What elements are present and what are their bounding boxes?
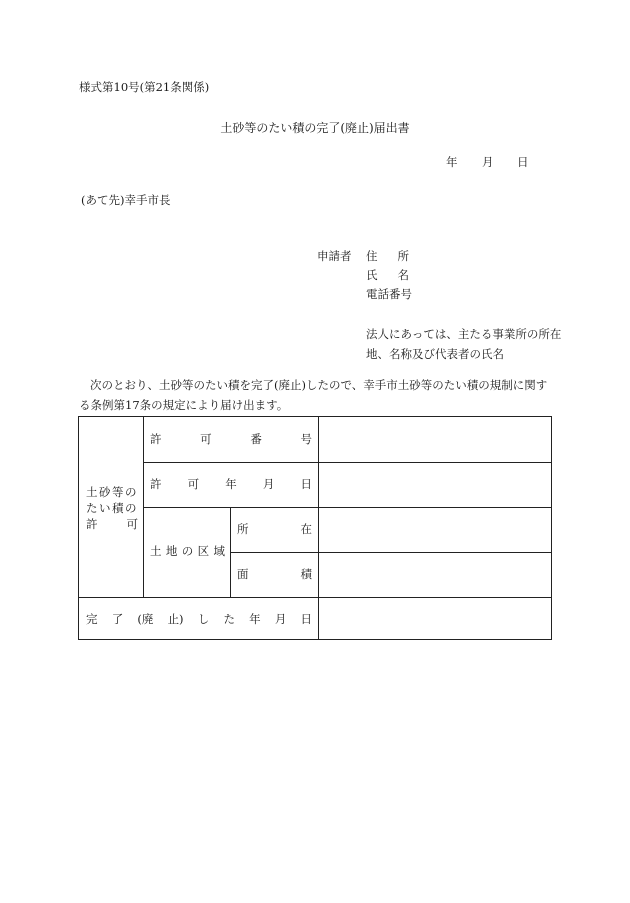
area-value[interactable] [319, 553, 551, 597]
group-label-text: 土砂等の [86, 485, 138, 499]
permit-date-value[interactable] [319, 463, 551, 507]
applicant-name-label [366, 270, 409, 282]
label-char: し [197, 612, 210, 626]
addressee: (あて先)幸手市長 [81, 193, 171, 207]
address-char-2: 所 [397, 249, 409, 263]
label-char: 年 [225, 477, 237, 491]
name-char-2: 名 [397, 268, 409, 282]
address-char-1: 住 [366, 249, 378, 263]
group-label-line-2: たい積の [86, 501, 138, 515]
label-char: 号 [300, 432, 312, 446]
label-char: 番 [250, 432, 262, 446]
label-char: 域 [213, 544, 225, 558]
corporate-note: 法人にあっては、主たる事業所の所在地、名称及び代表者の氏名 [366, 327, 562, 361]
label-char: の [181, 544, 194, 558]
label-char: 土 [150, 544, 162, 558]
label-char: 日 [300, 612, 312, 626]
label-char: 月 [274, 612, 287, 626]
completion-date-label [86, 614, 312, 626]
label-char: 在 [300, 522, 312, 536]
label-char: 止) [167, 612, 184, 626]
permit-info-table [78, 416, 552, 640]
label-char: 面 [237, 567, 249, 581]
label-char: (廃 [137, 612, 154, 626]
label-char: 許 [150, 477, 162, 491]
date-day-label: 日 [517, 155, 529, 169]
completion-date-value[interactable] [319, 598, 551, 640]
applicant-phone-label: 電話番号 [366, 287, 412, 301]
applicant-address-label [366, 251, 409, 263]
applicant-label: 申請者 [317, 249, 352, 263]
document-title: 土砂等のたい積の完了(廃止)届出書 [220, 121, 410, 135]
label-char: 了 [111, 612, 124, 626]
permit-number-value[interactable] [319, 418, 551, 462]
name-char-1: 氏 [366, 268, 378, 282]
label-char: 年 [249, 612, 261, 626]
permit-number-label [150, 434, 312, 446]
label-char: 地 [165, 544, 178, 558]
label-char: た [223, 612, 235, 626]
group-label-line-3 [86, 519, 138, 531]
label-char: 所 [237, 522, 249, 536]
label-char: 可 [187, 477, 200, 491]
label-char: 積 [300, 567, 312, 581]
date-month-label: 月 [482, 155, 494, 169]
label-char: 日 [300, 477, 312, 491]
label-char: 月 [262, 477, 275, 491]
group-label-char: 許 [86, 517, 98, 531]
label-char: 可 [200, 432, 212, 446]
form-number: 様式第10号(第21条関係) [79, 80, 210, 94]
label-char: 区 [197, 544, 210, 558]
land-area-label [150, 546, 225, 558]
label-char: 許 [150, 432, 162, 446]
area-label [237, 569, 312, 581]
label-char: 完 [86, 612, 98, 626]
group-label-char: 可 [126, 517, 138, 531]
location-value[interactable] [319, 508, 551, 552]
location-label [237, 524, 312, 536]
date-year-label: 年 [446, 155, 458, 169]
declaration-text: 次のとおり、土砂等のたい積を完了(廃止)したので、幸手市土砂等のたい積の規制に関する条例第17条の規定により届け出ます。 [79, 378, 548, 412]
permit-date-label [150, 479, 312, 491]
group-label-line-1 [86, 487, 138, 499]
